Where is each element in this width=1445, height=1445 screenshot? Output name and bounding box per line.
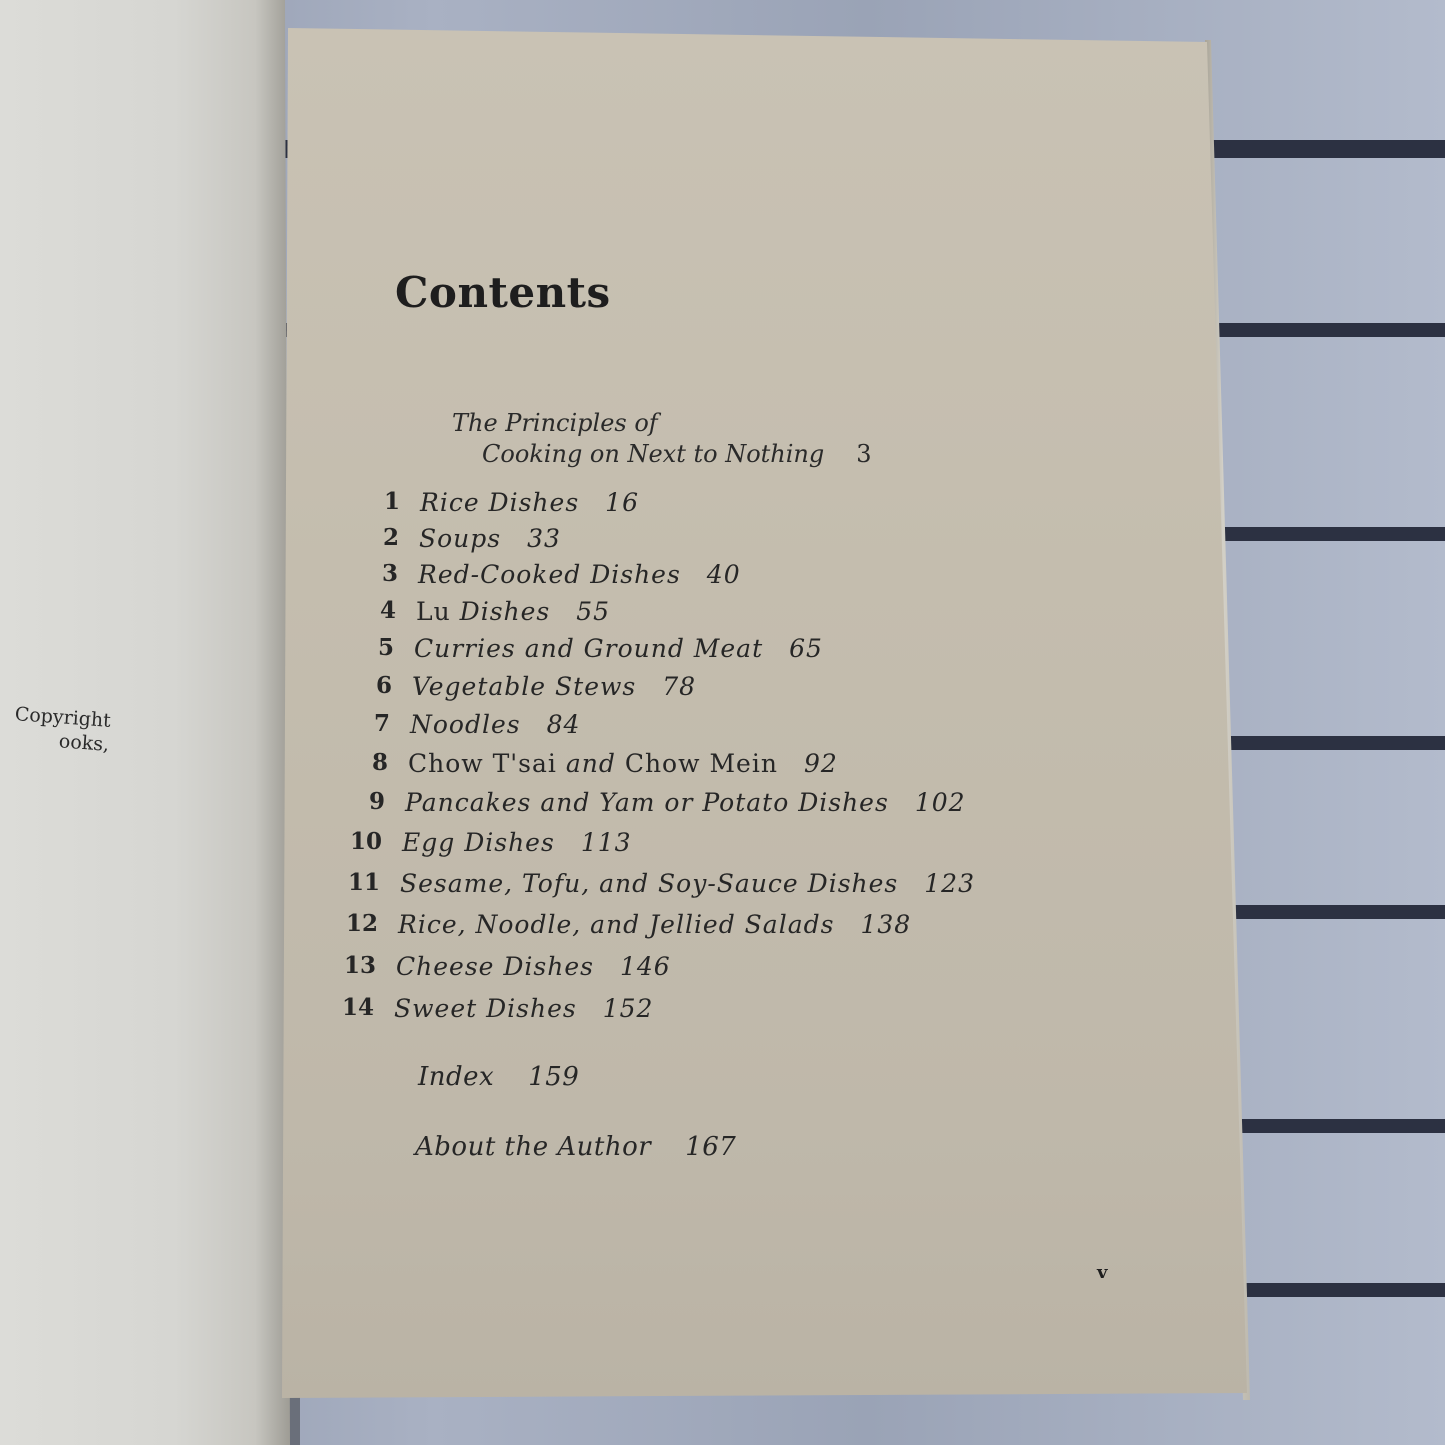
index-label: Index: [418, 1062, 495, 1092]
chapter-number: 3: [381, 560, 398, 587]
chapter-number: 10: [349, 828, 382, 855]
chapter-title-part: and: [556, 749, 625, 778]
chapter-title-part: Egg Dishes: [402, 828, 555, 857]
index-page: 159: [528, 1062, 580, 1092]
chapter-title: [414, 634, 823, 663]
chapter-page: 102: [914, 788, 966, 817]
chapter-page: 16: [605, 488, 639, 517]
chapter-title: [405, 788, 966, 817]
chapter-page: 78: [662, 672, 697, 701]
page-title: Contents: [395, 268, 611, 317]
chapter-number: 9: [368, 788, 385, 815]
intro-page: 3: [856, 440, 872, 468]
chapter-title-part: Rice, Noodle, and Jellied Salads: [398, 910, 835, 939]
chapter-title: [410, 710, 580, 739]
chapter-page: 146: [620, 952, 671, 981]
chapter-page: 138: [860, 910, 912, 939]
chapter-number: 14: [341, 994, 374, 1021]
chapter-title-part: Dishes: [450, 597, 551, 626]
index-entry: [418, 1062, 579, 1092]
page-folio: v: [1097, 1262, 1108, 1283]
intro-line-2: Cooking on Next to Nothing: [482, 440, 825, 468]
facing-line: Copyright: [14, 703, 112, 732]
chapter-number: 8: [371, 749, 388, 776]
chapter-number: 2: [382, 524, 399, 551]
chapter-title: [398, 910, 911, 939]
chapter-title-part: Sweet Dishes: [394, 994, 577, 1023]
chapter-page: 84: [546, 710, 581, 739]
chapter-page: 123: [924, 869, 975, 898]
chapter-title: [408, 749, 838, 778]
chapter-title-part: Chow T'sai: [408, 749, 557, 778]
chapter-title-part: Soups: [419, 524, 502, 553]
chapter-title-part: Pancakes and Yam or Potato Dishes: [405, 788, 889, 817]
chapter-title-part: Sesame, Tofu, and Soy-Sauce Dishes: [400, 869, 899, 898]
chapter-title-part: Cheese Dishes: [396, 952, 594, 981]
chapter-number: 5: [377, 634, 394, 661]
chapter-title-part: Chow Mein: [624, 749, 778, 778]
chapter-title-part: Red-Cooked Dishes: [418, 560, 681, 589]
about-label: About the Author: [415, 1132, 652, 1162]
chapter-title: [394, 994, 653, 1023]
about-page: 167: [685, 1132, 737, 1162]
chapter-page: 152: [602, 994, 654, 1023]
chapter-number: 4: [379, 597, 396, 624]
chapter-number: 11: [347, 869, 380, 896]
chapter-title: [418, 560, 741, 589]
chapter-title-part: Rice Dishes: [420, 488, 580, 517]
chapter-page: 65: [789, 634, 823, 663]
chapter-page: 92: [803, 749, 838, 778]
chapter-page: 55: [576, 597, 611, 626]
chapter-title-part: Lu: [416, 597, 451, 626]
chapter-title: [412, 672, 696, 701]
chapter-title: [400, 869, 975, 898]
chapter-number: 7: [373, 710, 390, 737]
chapter-title: [416, 597, 610, 626]
chapter-title-part: Noodles: [410, 710, 521, 739]
facing-line: ooks,: [58, 730, 110, 756]
chapter-page: 33: [527, 524, 561, 553]
chapter-number: 13: [343, 952, 376, 979]
chapter-page: 113: [580, 828, 632, 857]
chapter-title-part: Vegetable Stews: [412, 672, 637, 701]
chapter-number: 6: [375, 672, 392, 699]
intro-line-1: The Principles of: [452, 409, 658, 437]
about-entry: [415, 1132, 736, 1162]
chapter-number: 12: [345, 910, 378, 937]
chapter-title: [396, 952, 671, 981]
chapter-title: [419, 524, 561, 553]
chapter-title: [402, 828, 632, 857]
chapter-page: 40: [706, 560, 741, 589]
chapter-title-part: Curries and Ground Meat: [414, 634, 764, 663]
chapter-title: [420, 488, 639, 517]
intro-entry: [452, 408, 872, 470]
chapter-number: 1: [383, 488, 400, 515]
